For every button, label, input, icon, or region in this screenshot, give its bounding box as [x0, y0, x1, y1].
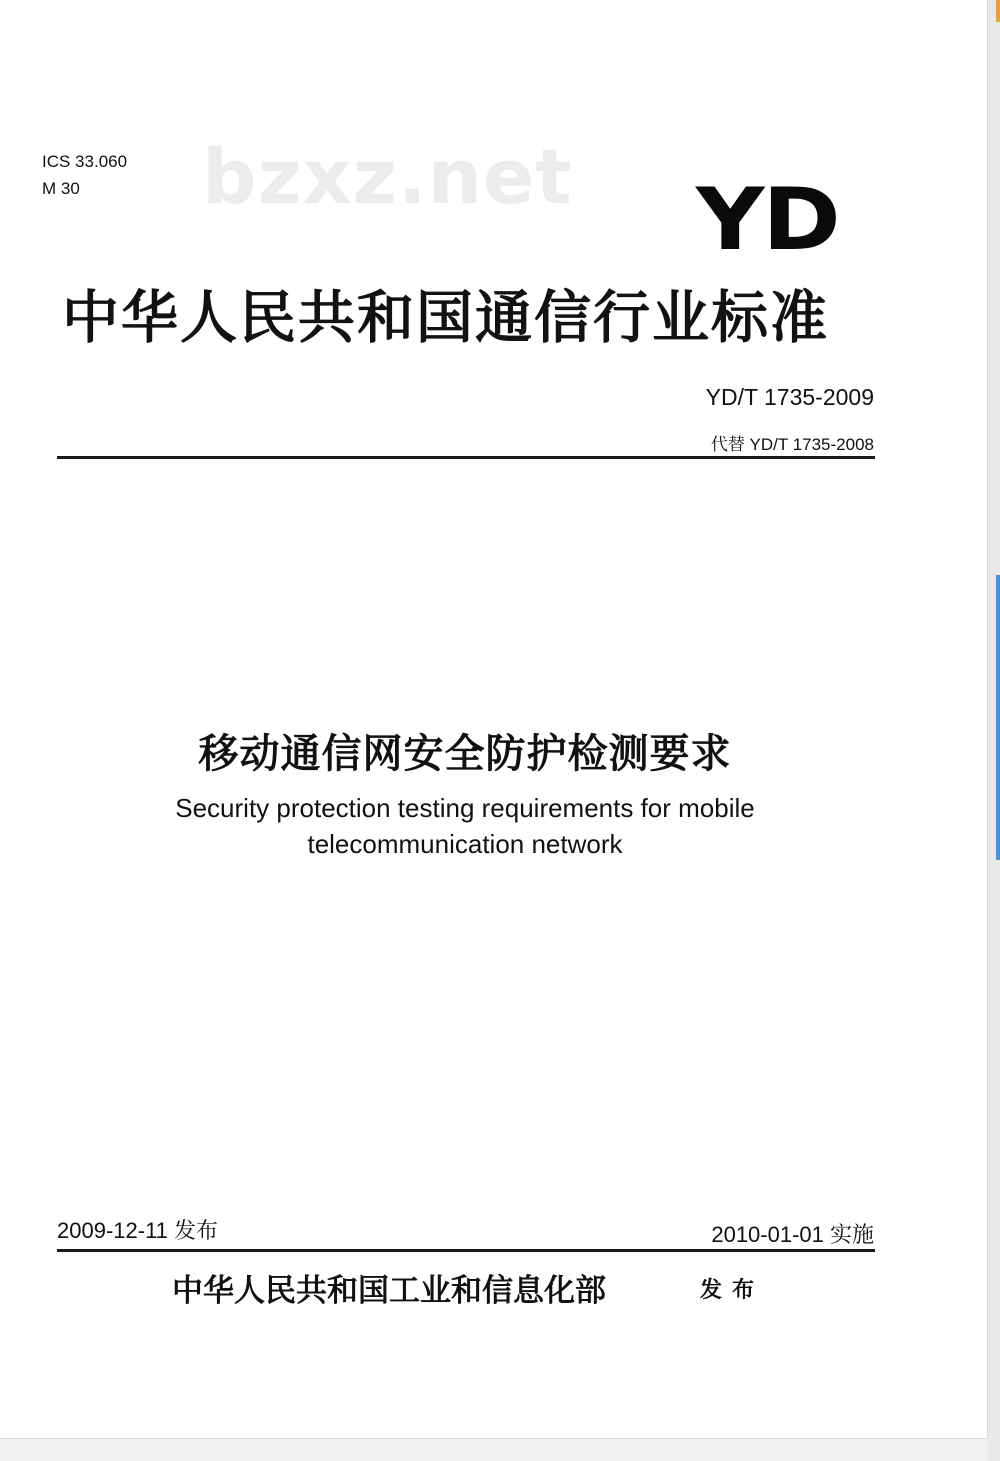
classification-codes: [42, 148, 127, 202]
watermark: bzxz.net: [202, 132, 573, 221]
document-title-en: [0, 790, 930, 862]
document-title-en-line1: Security protection testing requirements for mobile: [175, 793, 755, 823]
category-code: M 30: [42, 179, 80, 198]
issuer-suffix: 发布: [700, 1277, 765, 1303]
scrollbar-thumb[interactable]: [996, 575, 1000, 860]
ics-code: ICS 33.060: [42, 152, 128, 171]
yd-logo: YD: [696, 170, 839, 270]
standard-number: YD/T 1735-2009: [705, 384, 874, 410]
scrollbar-top-marker: [996, 0, 1000, 22]
document-title-en-line2: telecommunication network: [307, 829, 623, 859]
page-title: 中华人民共和国通信行业标准: [62, 285, 829, 351]
implementation-date: 2010-01-01 实施: [711, 1222, 874, 1247]
issuer-name: 中华人民共和国工业和信息化部: [172, 1273, 606, 1309]
footer-divider: [57, 1249, 875, 1252]
issue-date: 2009-12-11 发布: [57, 1218, 219, 1243]
document-title-cn: 移动通信网安全防护检测要求: [198, 731, 732, 777]
header-divider: [57, 456, 875, 459]
bottom-bar: [0, 1438, 988, 1461]
replaces-standard: 代替 YD/T 1735-2008: [710, 435, 874, 454]
